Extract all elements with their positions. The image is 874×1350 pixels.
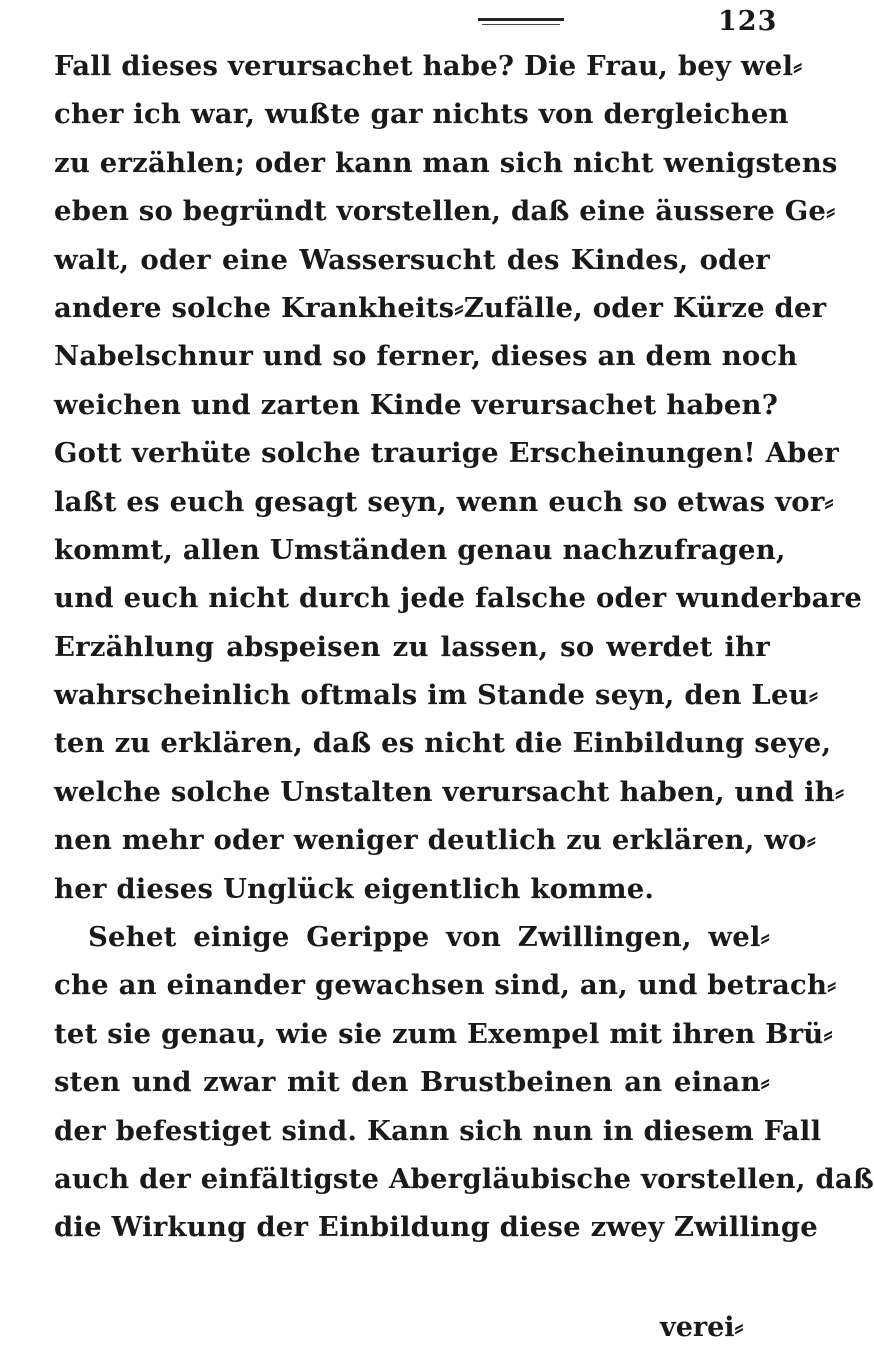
text-body [54, 42, 874, 1252]
text-line-paragraph-end: her dieses Unglück eigentlich komme. [54, 872, 655, 905]
text-line: Gott verhüte solche traurige Erscheinungen! Aber [54, 437, 839, 470]
text-line: nen mehr oder weniger deutlich zu erklären, wo⸗ [54, 824, 817, 857]
text-line: Erzählung abspeisen zu lassen, so werdet ihr [54, 630, 770, 663]
text-line: walt, oder eine Wassersucht des Kindes, oder [54, 243, 770, 276]
text-line: weichen und zarten Kinde verursachet haben? [54, 388, 779, 421]
text-line: zu erzählen; oder kann man sich nicht wenigstens [54, 146, 838, 179]
text-line: die Wirkung der Einbildung diese zwey Zwillinge [54, 1211, 818, 1244]
text-line: cher ich war, wußte gar nichts von dergleichen [54, 98, 789, 131]
text-line-paragraph-start: Sehet einige Gerippe von Zwillingen, wel⸗ [88, 921, 770, 954]
text-line: sten und zwar mit den Brustbeinen an einan⸗ [54, 1066, 770, 1099]
text-line: eben so begründt vorstellen, daß eine äussere Ge⸗ [54, 195, 836, 228]
text-line: che an einander gewachsen sind, an, und betrach⸗ [54, 969, 837, 1002]
catchword: verei⸗ [660, 1312, 744, 1343]
text-line: Nabelschnur und so ferner, dieses an dem noch [54, 340, 798, 373]
text-line: Fall dieses verursachet habe? Die Frau, bey wel⸗ [54, 50, 803, 82]
text-line: laßt es euch gesagt seyn, wenn euch so etwas vor⸗ [54, 485, 834, 518]
header-rule [478, 18, 564, 21]
text-line: ten zu erklären, daß es nicht die Einbildung seye, [54, 727, 832, 760]
text-line: kommt, allen Umständen genau nachzufragen, [54, 533, 786, 566]
text-line: andere solche Krankheits⸗Zufälle, oder Kürze der [54, 291, 827, 324]
header-rule-thin [482, 24, 560, 25]
text-line: auch der einfältigste Abergläubische vorstellen, daß [54, 1162, 874, 1195]
page-number: 123 [718, 6, 778, 37]
text-line: und euch nicht durch jede falsche oder wunderbare [54, 582, 863, 615]
text-line: der befestiget sind. Kann sich nun in diesem Fall [54, 1114, 822, 1147]
text-line: tet sie genau, wie sie zum Exempel mit ihren Brü⸗ [54, 1017, 833, 1050]
text-line: welche solche Unstalten verursacht haben, und ih⸗ [54, 775, 845, 808]
text-line: wahrscheinlich oftmals im Stande seyn, den Leu⸗ [54, 679, 819, 712]
